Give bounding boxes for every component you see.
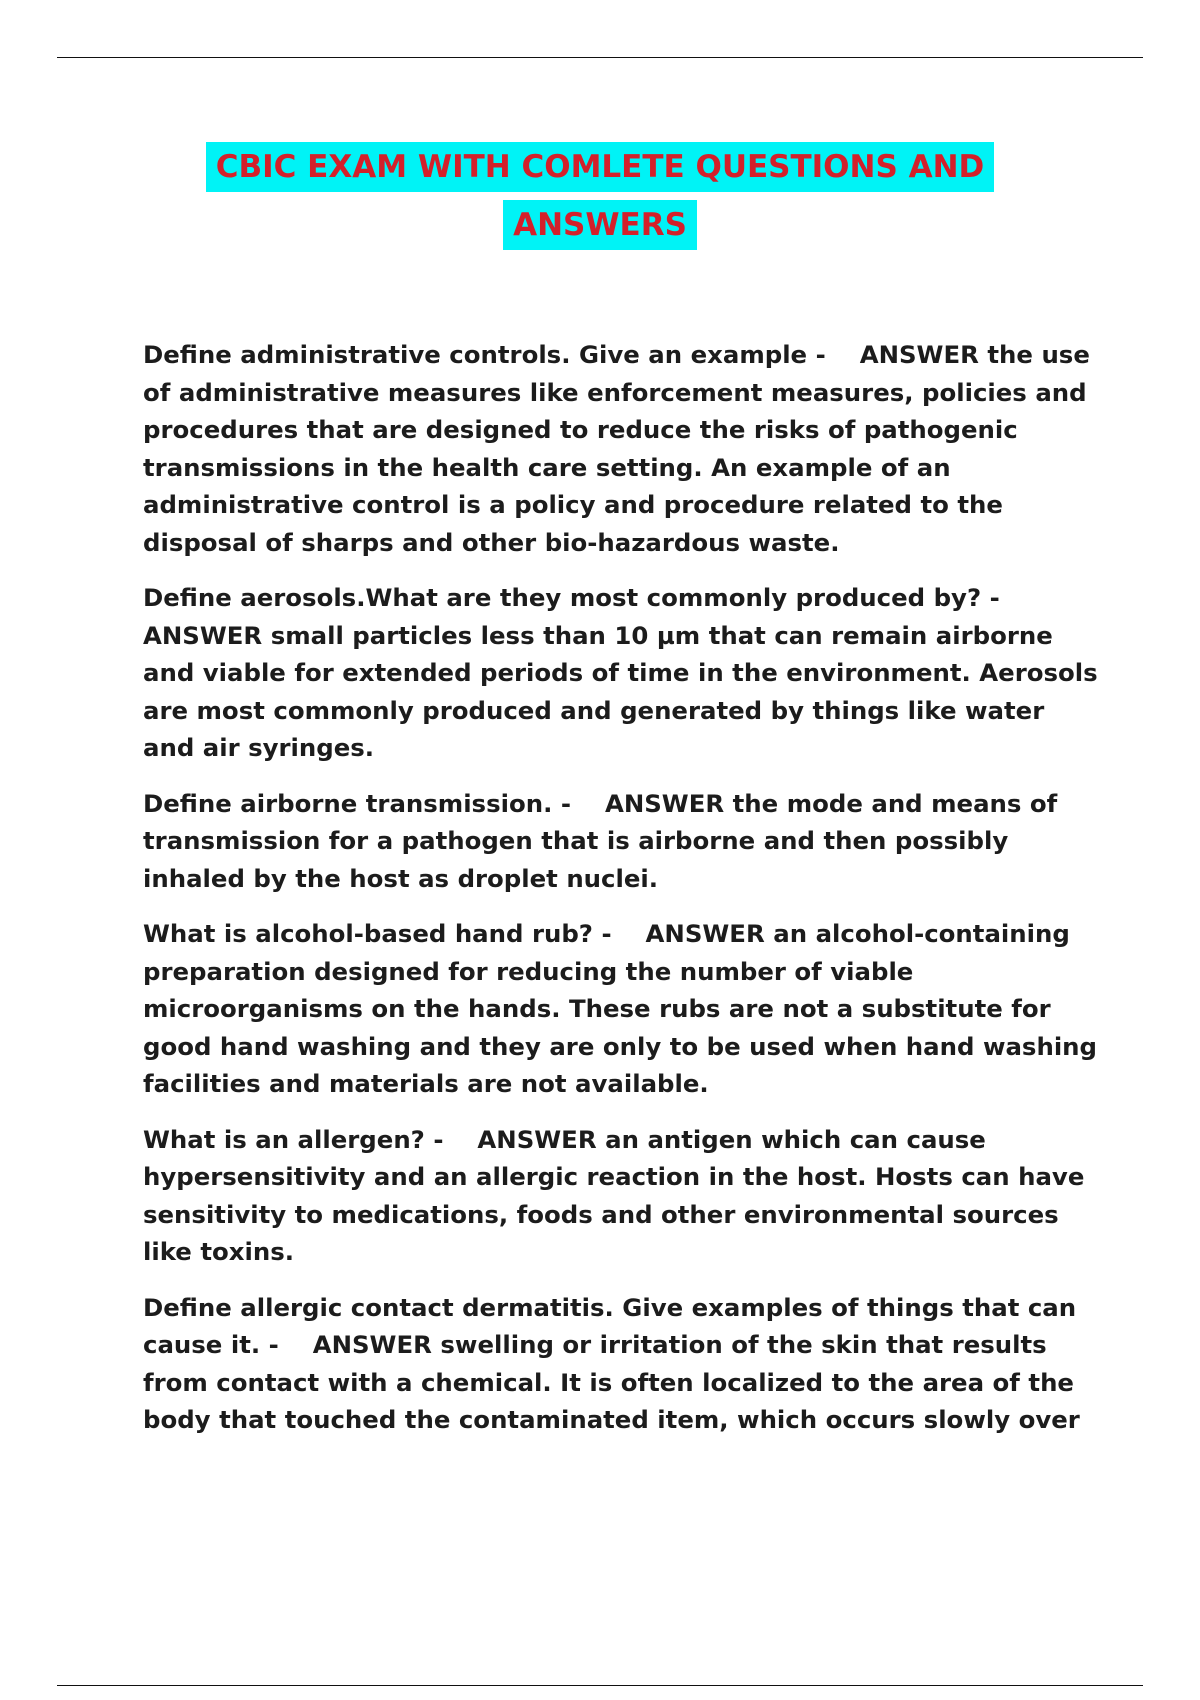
header-rule xyxy=(57,57,1143,58)
question-text: What is an allergen? - xyxy=(143,1124,444,1154)
qa-item xyxy=(143,1121,1103,1271)
qa-item xyxy=(143,785,1103,898)
document-title xyxy=(0,142,1200,250)
answer-label: ANSWER xyxy=(645,919,765,948)
title-line-1: CBIC EXAM WITH COMLETE QUESTIONS AND xyxy=(206,142,995,192)
question-text: Define allergic contact dermatitis. Give examples of things that can cause it. - xyxy=(143,1292,1077,1359)
question-text: Define airborne transmission. - xyxy=(143,788,571,818)
qa-list xyxy=(143,336,1103,1457)
answer-label: ANSWER xyxy=(312,1330,432,1359)
answer-label: ANSWER xyxy=(859,340,979,369)
question-text: What is alcohol-based hand rub? - xyxy=(143,919,612,948)
title-line-2: ANSWERS xyxy=(503,200,697,250)
answer-text: swelling or irritation of the skin that results from contact with a chemical. It is often localized to the area of the body that touched the contaminated item, which occurs slowly over xyxy=(143,1330,1080,1434)
answer-label: ANSWER xyxy=(604,788,725,818)
qa-item xyxy=(143,336,1103,561)
qa-item xyxy=(143,915,1103,1103)
answer-text: the mode and means of transmission for a pathogen that is airborne and then possibly inhaled by the host as droplet nuclei. xyxy=(143,788,1058,893)
answer-label: ANSWER xyxy=(143,620,263,650)
answer-text: an alcohol-containing preparation designed for reducing the number of viable microorganisms on the hands. These rubs are not a substitute for good hand washing and they are only to be used when hand washing facilities and materials are not available. xyxy=(143,919,1097,1098)
question-text: Define aerosols.What are they most commonly produced by? - xyxy=(143,583,1000,612)
qa-item xyxy=(143,579,1103,767)
answer-text: the use of administrative measures like enforcement measures, policies and procedures that are designed to reduce the risks of pathogenic transmissions in the health care setting. An example of an administrative control is a policy and procedure related to the disposal of sharps and other bio-hazardous waste. xyxy=(143,340,1090,557)
qa-item xyxy=(143,1289,1103,1439)
answer-label: ANSWER xyxy=(477,1124,597,1154)
answer-text: an antigen which can cause hypersensitivity and an allergic reaction in the host. Hosts can have sensitivity to medications, foods and other environmental sources like toxins. xyxy=(143,1124,1085,1266)
answer-text: small particles less than 10 µm that can remain airborne and viable for extended periods of time in the environment. Aerosols are most commonly produced and generated by things like water and air syringes. xyxy=(143,620,1098,762)
footer-rule xyxy=(57,1685,1143,1686)
question-text: Define administrative controls. Give an example - xyxy=(143,340,826,369)
